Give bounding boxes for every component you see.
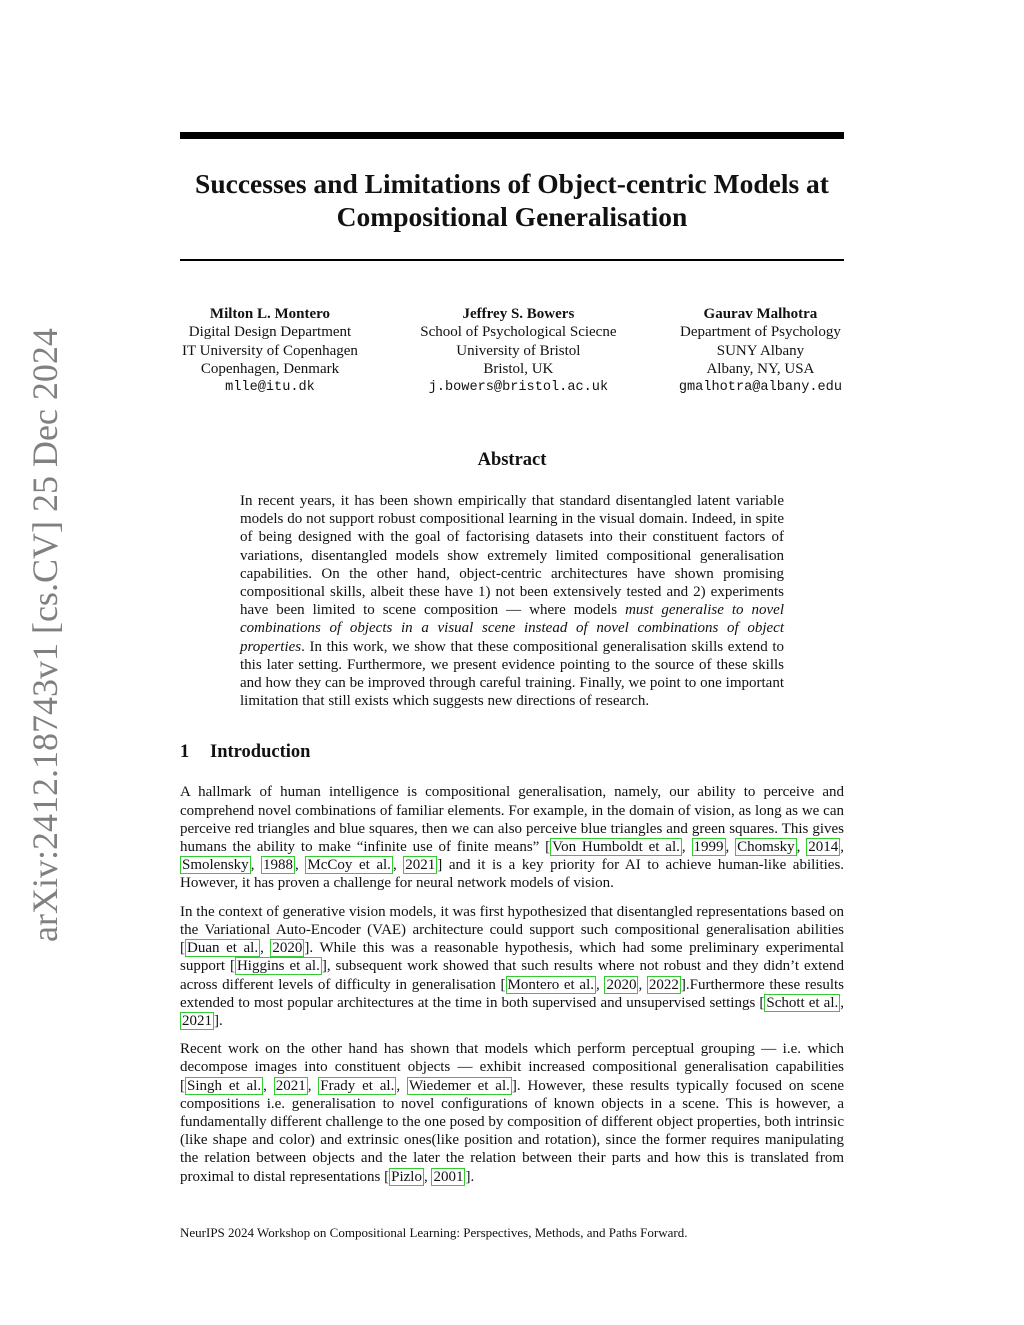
citation-link[interactable]: 2022 — [648, 976, 679, 993]
title-line-1: Successes and Limitations of Object-centric Models at — [195, 168, 829, 199]
citation-separator: , — [638, 976, 647, 993]
paragraph-text: ].Furthermore these results extended to most popular architectures at the time in both supervised and unsupervised settings [ — [180, 976, 845, 1011]
citation-link[interactable]: 2020 — [272, 940, 303, 957]
citation-link[interactable]: 2021 — [182, 1012, 212, 1029]
author-affiliation: Digital Design Department — [188, 324, 352, 341]
citation-link[interactable]: Chomsky — [737, 839, 795, 856]
citation-link[interactable]: Pizlo — [391, 1168, 422, 1185]
abstract-text — [240, 492, 784, 710]
author-email[interactable]: j.bowers@bristol.ac.uk — [428, 379, 609, 395]
citation-link[interactable]: 2020 — [606, 976, 637, 993]
author-1 — [182, 305, 358, 397]
citation-separator: , — [596, 976, 605, 993]
citation-separator: , — [392, 857, 404, 874]
paragraph-text: ], subsequent work showed that such results where not robust and they didn’t extend across different levels of difficulty in generalisation [ — [180, 958, 845, 993]
citation-separator: , — [840, 839, 845, 856]
author-affiliation: Albany, NY, USA — [706, 361, 815, 378]
citation-link[interactable]: Montero et al. — [507, 976, 594, 993]
paragraph-text: A hallmark of human intelligence is compositional generalisation, namely, our ability to perceive and comprehend novel combinations of familiar elements. For example, in the domain of vision, as long as we can perceive red triangles and blue squares, then we can also perceive blue triangles and green squares. This gives humans the ability to make “infinite use of finite means” [ — [180, 784, 844, 856]
paragraph-text: ]. — [214, 1012, 223, 1029]
abstract-italic-text: must generalise to novel combinations of objects in a visual scene instead of novel combinations of object properties — [240, 602, 784, 655]
section-heading-introduction — [180, 742, 844, 763]
abstract-heading: Abstract — [477, 450, 547, 471]
citation-separator: , — [796, 839, 807, 856]
citation-separator: , — [681, 839, 692, 856]
section-number: 1 — [180, 742, 190, 763]
author-name: Milton L. Montero — [209, 306, 331, 322]
paragraph-text: ] and it is a key priority for AI to achieve human-like abilities. However, it has proven a challenge for neural network models of vision. — [180, 857, 845, 892]
citation-link[interactable]: Frady et al. — [320, 1077, 395, 1094]
arxiv-identifier: arXiv:2412.18743v1 [cs.CV] 25 Dec 2024 — [25, 328, 65, 942]
author-3 — [679, 305, 842, 397]
citation-link[interactable]: Von Humboldt et al. — [552, 839, 680, 856]
author-2 — [420, 305, 616, 397]
footer-venue-note: NeurIPS 2024 Workshop on Compositional Learning: Perspectives, Methods, and Paths Forward. — [180, 1225, 688, 1240]
citation-link[interactable]: 1988 — [263, 857, 294, 874]
author-affiliation: University of Bristol — [456, 342, 581, 359]
author-affiliation: Copenhagen, Denmark — [200, 361, 340, 378]
title-bottom-rule — [180, 259, 844, 261]
citation-separator: , — [725, 839, 736, 856]
paragraph-text: Recent work on the other hand has shown that models which perform perceptual grouping — i.e. which decompose images into constituent objects — exhibit increased compositional generalisation capabilities [ — [180, 1041, 844, 1094]
author-name: Gaurav Malhotra — [703, 306, 818, 322]
citation-separator: , — [260, 940, 271, 957]
paper-page — [180, 132, 844, 1186]
author-email[interactable]: gmalhotra@albany.edu — [678, 379, 842, 395]
intro-paragraph-1 — [180, 783, 844, 892]
citation-separator: , — [250, 857, 262, 874]
citation-link[interactable]: 2021 — [405, 857, 436, 874]
citation-link[interactable]: Wiedemer et al. — [408, 1077, 510, 1094]
author-affiliation: IT University of Copenhagen — [182, 342, 358, 359]
paragraph-text: ]. However, these results typically focused on scene compositions i.e. generalisation to novel configurations of known objects in a scene. This is however, a fundamentally different challenge to the one posed by composition of different object properties, both intrinsic (like shape and color) and extrinsic ones(like position and rotation), since the former requires manipulating the relation between objects and the later the relation between their parts and how this is translated from proximal to distal representations [ — [180, 1077, 845, 1185]
citation-link[interactable]: McCoy et al. — [307, 857, 391, 874]
paragraph-text: ]. — [465, 1168, 475, 1185]
author-affiliation: Department of Psychology — [680, 324, 841, 341]
citation-separator: , — [423, 1168, 432, 1185]
paper-title — [180, 167, 844, 233]
abstract-text-part: . In this work, we show that these compositional generalisation skills extend to this later setting. Furthermore, we present evidence pointing to the source of these skills and how they can be improved through careful training. Finally, we point to one important limitation that still exists which suggests new directions of research. — [240, 638, 784, 710]
author-affiliation: School of Psychological Sciecne — [420, 324, 617, 341]
citation-link[interactable]: Duan et al. — [187, 940, 259, 957]
section-title: Introduction — [210, 742, 311, 763]
author-affiliation: Bristol, UK — [483, 361, 554, 378]
abstract-text-part: In recent years, it has been shown empirically that standard disentangled latent variable models do not support robust compositional learning in the visual domain. Indeed, in spite of being designed with the goal of factorising datasets into their constituent factors of variations, disentangled models show extremely limited compositional generalisation capabilities. On the other hand, object-centric architectures have shown promising compositional skills, albeit these have 1) not been extensively tested and 2) experiments have been limited to scene composition — where models — [240, 493, 784, 619]
paragraph-text: ]. While this was a reasonable hypothesis, which had some preliminary experimental support [ — [180, 940, 844, 975]
title-top-rule — [180, 132, 844, 139]
author-name: Jeffrey S. Bowers — [462, 306, 575, 322]
paragraph-text: In the context of generative vision models, it was first hypothesized that disentangled representations based on the Variational Auto-Encoder (VAE) architecture could support such compositional generalisation abilities [ — [180, 903, 844, 957]
author-affiliation: SUNY Albany — [716, 342, 805, 359]
citation-link[interactable]: 2014 — [808, 839, 839, 856]
citation-separator: , — [263, 1077, 274, 1094]
citation-separator: , — [295, 857, 306, 874]
citation-link[interactable]: Schott et al. — [766, 994, 839, 1011]
intro-paragraph-2 — [180, 903, 844, 1030]
citation-separator: , — [396, 1077, 407, 1094]
citation-separator: , — [307, 1077, 319, 1094]
author-block — [180, 305, 844, 397]
citation-separator: , — [840, 994, 844, 1011]
citation-link[interactable]: 2001 — [433, 1168, 464, 1185]
title-line-2: Compositional Generalisation — [336, 201, 688, 232]
author-email[interactable]: mlle@itu.dk — [225, 379, 315, 395]
citation-link[interactable]: 1999 — [693, 839, 724, 856]
citation-link[interactable]: Smolensky — [182, 857, 249, 874]
citation-link[interactable]: Singh et al. — [187, 1077, 262, 1094]
intro-paragraph-3 — [180, 1040, 844, 1186]
citation-link[interactable]: 2021 — [275, 1077, 306, 1094]
citation-link[interactable]: Higgins et al. — [236, 958, 320, 975]
